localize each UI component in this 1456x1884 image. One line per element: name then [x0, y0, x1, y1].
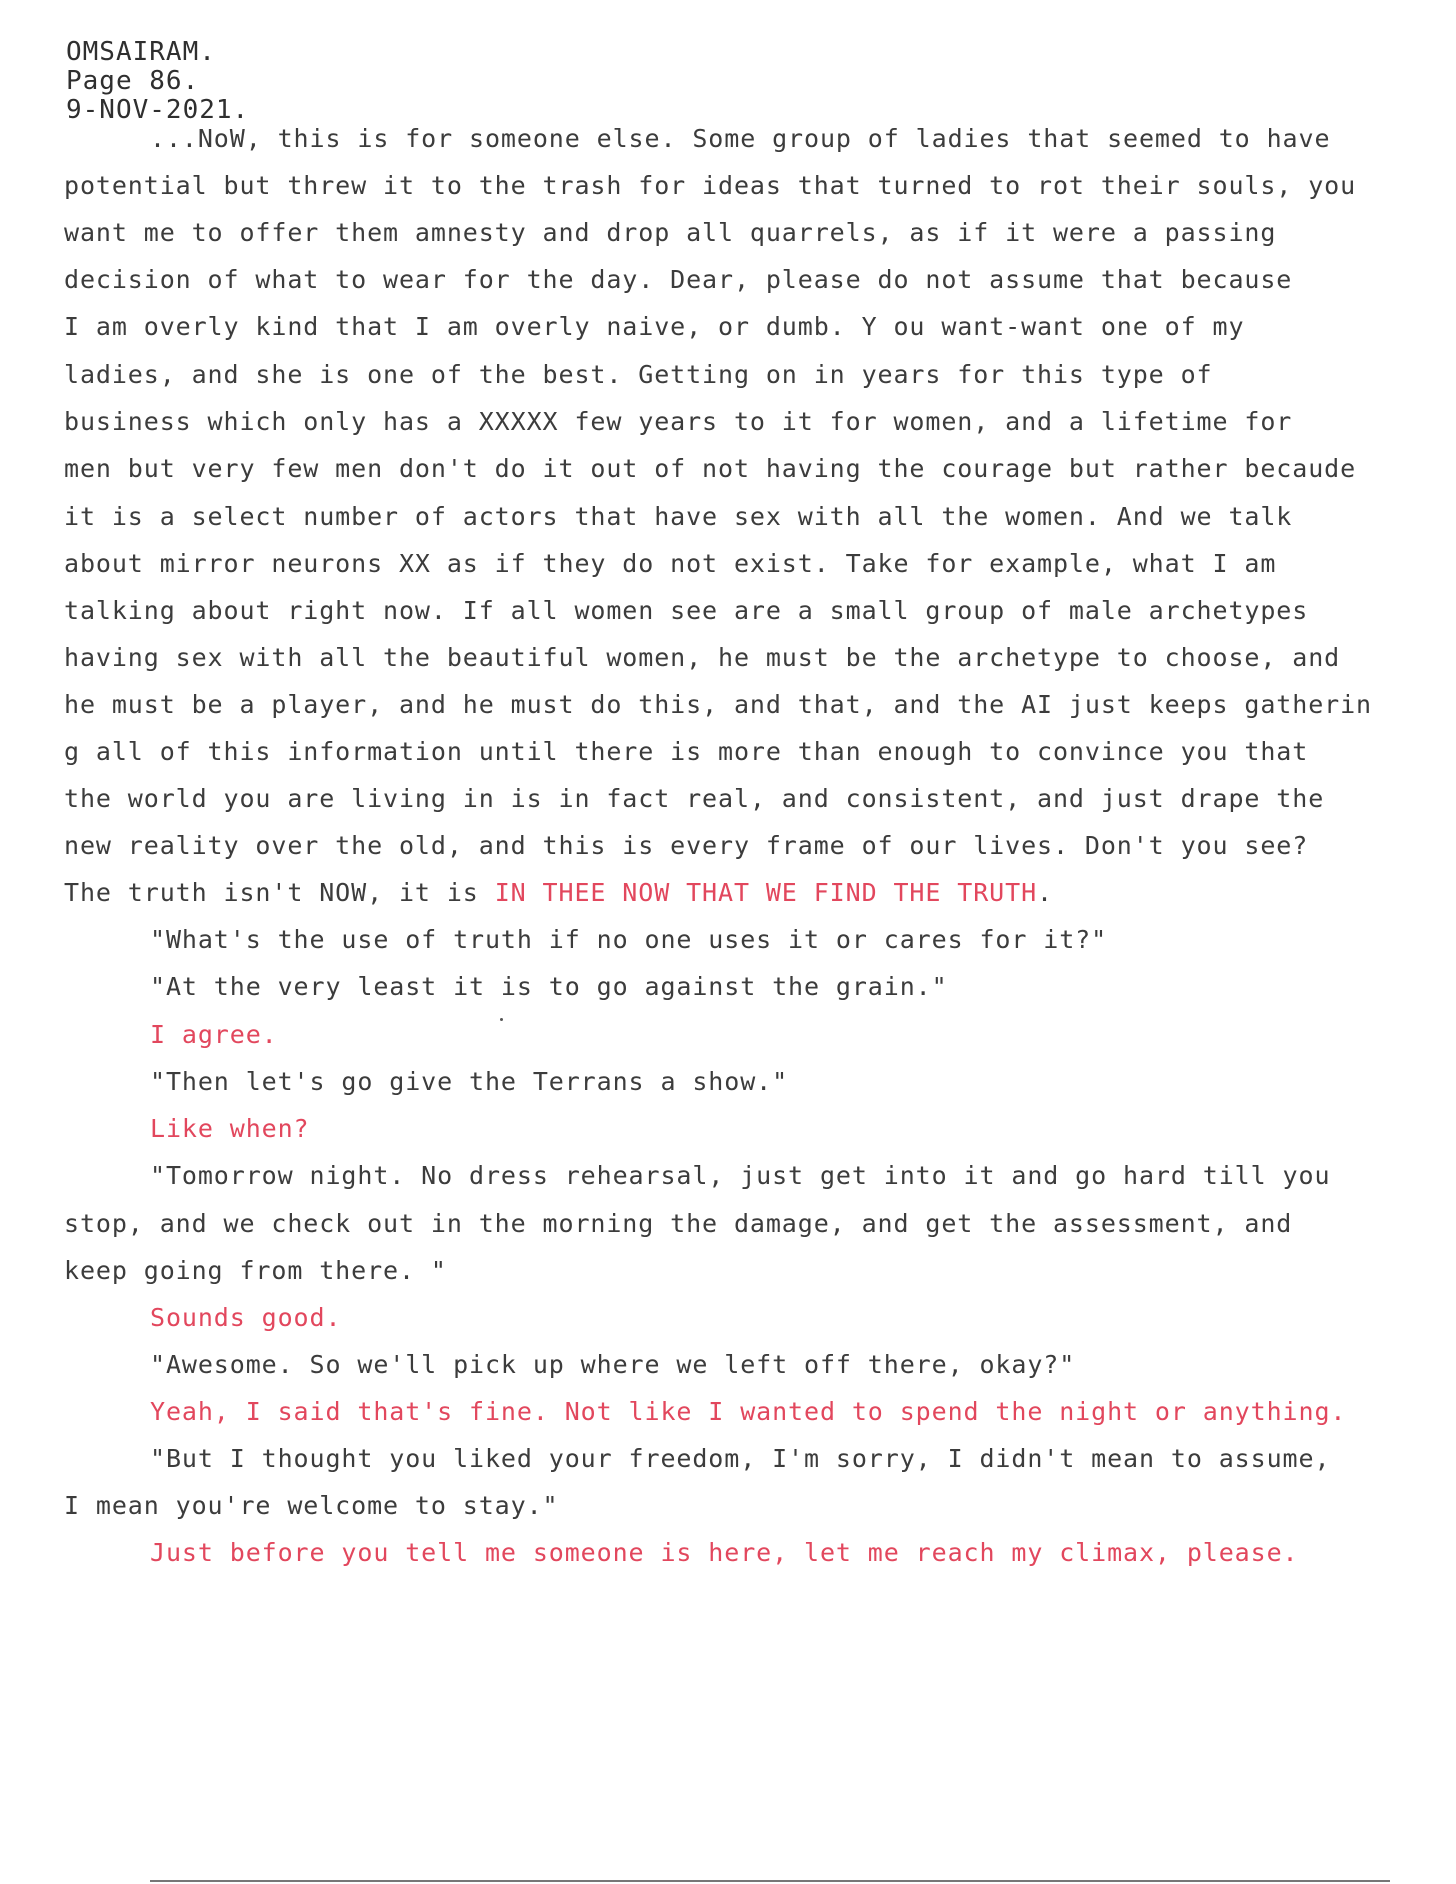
text-line: potential but threw it to the trash for ideas that turned to rot their souls, you [64, 171, 1357, 200]
header-date: 9-NOV-2021. [66, 95, 250, 125]
text-line: want me to offer them amnesty and drop all quarrels, as if it were a passing [64, 218, 1277, 247]
red-reply-line: Sounds good. [150, 1303, 342, 1332]
text-line: new reality over the old, and this is every frame of our lives. Don't you see? [64, 831, 1309, 860]
text-line: g all of this information until there is more than enough to convince you that [64, 737, 1309, 766]
dialogue-line: "What's the use of truth if no one uses it or cares for it?" [150, 925, 1108, 954]
text-line: decision of what to wear for the day. Dear, please do not assume that because [64, 265, 1293, 294]
text-line: about mirror neurons XX as if they do not exist. Take for example, what I am [64, 549, 1277, 578]
text-line: ...NoW, this is for someone else. Some group of ladies that seemed to have [150, 124, 1331, 153]
dialogue-line: "Then let's go give the Terrans a show." [150, 1067, 789, 1096]
text-line: having sex with all the beautiful women, he must be the archetype to choose, and [64, 643, 1341, 672]
text-line: the world you are living in is in fact real, and consistent, and just drape the [64, 784, 1325, 813]
page-header [66, 38, 249, 125]
text-line: talking about right now. If all women see are a small group of male archetypes [64, 596, 1309, 625]
text-line: I am overly kind that I am overly naive, or dumb. Y ou want-want one of my [64, 312, 1245, 341]
text-line: business which only has a XXXXX few years to it for women, and a lifetime for [64, 407, 1293, 436]
text-segment: The truth isn't NOW, it is [64, 878, 495, 907]
dialogue-line: keep going from there. " [64, 1256, 447, 1285]
red-emphasis-text: IN THEE NOW THAT WE FIND THE TRUTH [494, 878, 1038, 907]
dialogue-line: "But I thought you liked your freedom, I'm sorry, I didn't mean to assume, [150, 1444, 1331, 1473]
dialogue-line: "At the very least it is to go against the grain." [150, 972, 948, 1001]
header-title: OMSAIRAM. [66, 37, 216, 67]
red-reply-line: Like when? [150, 1114, 310, 1143]
dialogue-line: "Awesome. So we'll pick up where we left off there, okay?" [150, 1350, 1076, 1379]
text-line: it is a select number of actors that have sex with all the women. And we talk [64, 502, 1293, 531]
header-page-number: Page 86. [66, 66, 200, 96]
text-segment: . [1037, 878, 1053, 907]
red-reply-line: I agree. [150, 1020, 278, 1049]
ink-speck [500, 1018, 503, 1021]
text-line: ladies, and she is one of the best. Getting on in years for this type of [64, 360, 1213, 389]
red-reply-line: Yeah, I said that's fine. Not like I wanted to spend the night or anything. [150, 1397, 1347, 1426]
dialogue-line: "Tomorrow night. No dress rehearsal, just get into it and go hard till you [150, 1161, 1331, 1190]
red-reply-line: Just before you tell me someone is here, let me reach my climax, please. [150, 1538, 1299, 1567]
dialogue-line: I mean you're welcome to stay." [64, 1491, 559, 1520]
text-line: he must be a player, and he must do this, and that, and the AI just keeps gatherin [64, 690, 1373, 719]
page-bottom-rule [150, 1880, 1390, 1882]
dialogue-line: stop, and we check out in the morning the damage, and get the assessment, and [64, 1209, 1293, 1238]
text-line: men but very few men don't do it out of not having the courage but rather becaude [64, 454, 1357, 483]
text-line-emphasis [64, 878, 1053, 908]
